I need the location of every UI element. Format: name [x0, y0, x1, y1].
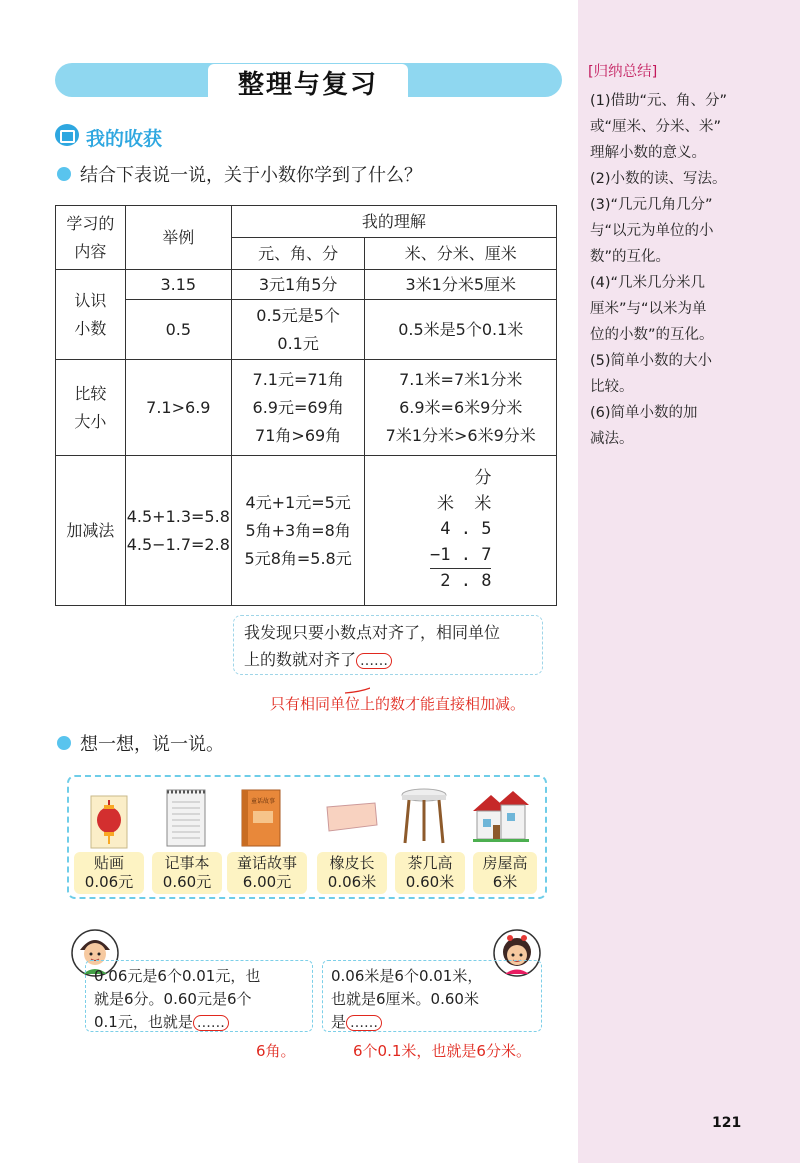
summary-line: 厘米”与“以米为单: [590, 301, 707, 317]
bubble-line: 就是6分。0.60元是6个: [94, 990, 252, 1008]
summary-line: 比较。: [590, 379, 634, 395]
summary-heading: [归纳总结]: [588, 64, 658, 80]
cell-example: 0.5: [125, 300, 231, 360]
page-number: 121: [712, 1115, 742, 1131]
row-label-compare: 比较 大小: [56, 360, 126, 456]
girl-speech-bubble: [322, 960, 542, 1032]
header-content: 学习的 内容: [56, 206, 126, 270]
discovery-callout: [233, 615, 543, 675]
house-icon: [469, 787, 533, 847]
fairy-tale-book-icon: [239, 787, 284, 853]
bubble-line: 也就是6厘米。0.60米: [331, 990, 479, 1008]
summary-line: (2)小数的读、写法。: [590, 171, 727, 187]
summary-line: (6)简单小数的加: [590, 405, 698, 421]
item-label: 房屋高 6米: [473, 852, 537, 894]
header-understanding: 我的理解: [231, 206, 556, 238]
summary-line: 减法。: [590, 431, 634, 447]
summary-line: 数”的互化。: [590, 249, 671, 265]
cell-example: 7.1>6.9: [125, 360, 231, 456]
section-title: 我的收获: [86, 128, 163, 150]
bullet-dot-icon: [57, 736, 71, 750]
book-icon: [55, 124, 79, 146]
callout-line-2: 上的数就对齐了 ……: [244, 646, 532, 673]
summary-list: [590, 88, 780, 452]
cell-example: 4.5+1.3=5.8 4.5−1.7=2.8: [125, 456, 231, 606]
item-label: 贴画 0.06元: [74, 852, 144, 894]
book-cover-title: 童话故事: [250, 798, 276, 805]
vertical-calculation: 分 米 米 4 . 5 −1 . 7 2 . 8: [365, 456, 557, 606]
row-label-know: 认识 小数: [56, 270, 126, 360]
boy-speech-bubble: [85, 960, 313, 1032]
cell-length: 7.1米=7米1分米 6.9米=6米9分米 7米1分米>6米9分米: [365, 360, 557, 456]
item-label: 记事本 0.60元: [152, 852, 222, 894]
summary-line: (3)“几元几角几分”: [590, 197, 713, 213]
question-1: 结合下表说一说，关于小数你学到了什么？: [80, 165, 422, 186]
callout-line-1: 我发现只要小数点对齐了，相同单位: [244, 623, 501, 642]
row-label-addsub: 加减法: [56, 456, 126, 606]
blank-ellipsis: ……: [346, 1015, 382, 1031]
header-length: 米、分米、厘米: [365, 238, 557, 270]
summary-line: 或“厘米、分米、米”: [590, 119, 722, 135]
bubble-line: 是 ……: [331, 1011, 533, 1034]
item-label: 橡皮长 0.06米: [317, 852, 387, 894]
cell-money: 7.1元=71角 6.9元=69角 71角>69角: [231, 360, 365, 456]
question-2: 想一想，说一说。: [80, 734, 224, 755]
items-panel: [67, 775, 547, 899]
summary-line: 理解小数的意义。: [590, 145, 706, 161]
summary-line: 位的小数”的互化。: [590, 327, 714, 343]
summary-line: (1)借助“元、角、分”: [590, 93, 728, 109]
summary-line: (5)简单小数的大小: [590, 353, 713, 369]
bubble-line: 0.06米是6个0.01米，: [331, 967, 483, 985]
cell-length: 3米1分米5厘米: [365, 270, 557, 300]
callout-answer: 只有相同单位上的数才能直接相加减。: [270, 695, 526, 713]
item-label: 童话故事 6.00元: [227, 852, 307, 894]
blank-ellipsis: ……: [193, 1015, 229, 1031]
cell-money: 3元1角5分: [231, 270, 365, 300]
boy-answer: 6角。: [256, 1042, 296, 1060]
item-label: 茶几高 0.60米: [395, 852, 465, 894]
blank-ellipsis: ……: [356, 653, 392, 669]
bullet-dot-icon: [57, 167, 71, 181]
bubble-line: 0.06元是6个0.01元，也: [94, 967, 261, 985]
summary-table: [55, 205, 557, 606]
side-table-icon: [399, 787, 449, 851]
summary-line: 与“以元为单位的小: [590, 223, 714, 239]
page-title: 整理与复习: [208, 64, 408, 104]
header-money: 元、角、分: [231, 238, 365, 270]
girl-answer: 6个0.1米，也就是6分米。: [353, 1042, 531, 1060]
cell-money: 0.5元是5个 0.1元: [231, 300, 365, 360]
summary-line: (4)“几米几分米几: [590, 275, 706, 291]
cell-length: 0.5米是5个0.1米: [365, 300, 557, 360]
bubble-line: 0.1元，也就是 ……: [94, 1011, 304, 1034]
notebook-icon: [164, 787, 209, 853]
lantern-sticker-icon: [84, 792, 134, 856]
header-example: 举例: [125, 206, 231, 270]
cell-example: 3.15: [125, 270, 231, 300]
eraser-icon: [319, 799, 381, 839]
cell-money: 4元+1元=5元 5角+3角=8角 5元8角=5.8元: [231, 456, 365, 606]
